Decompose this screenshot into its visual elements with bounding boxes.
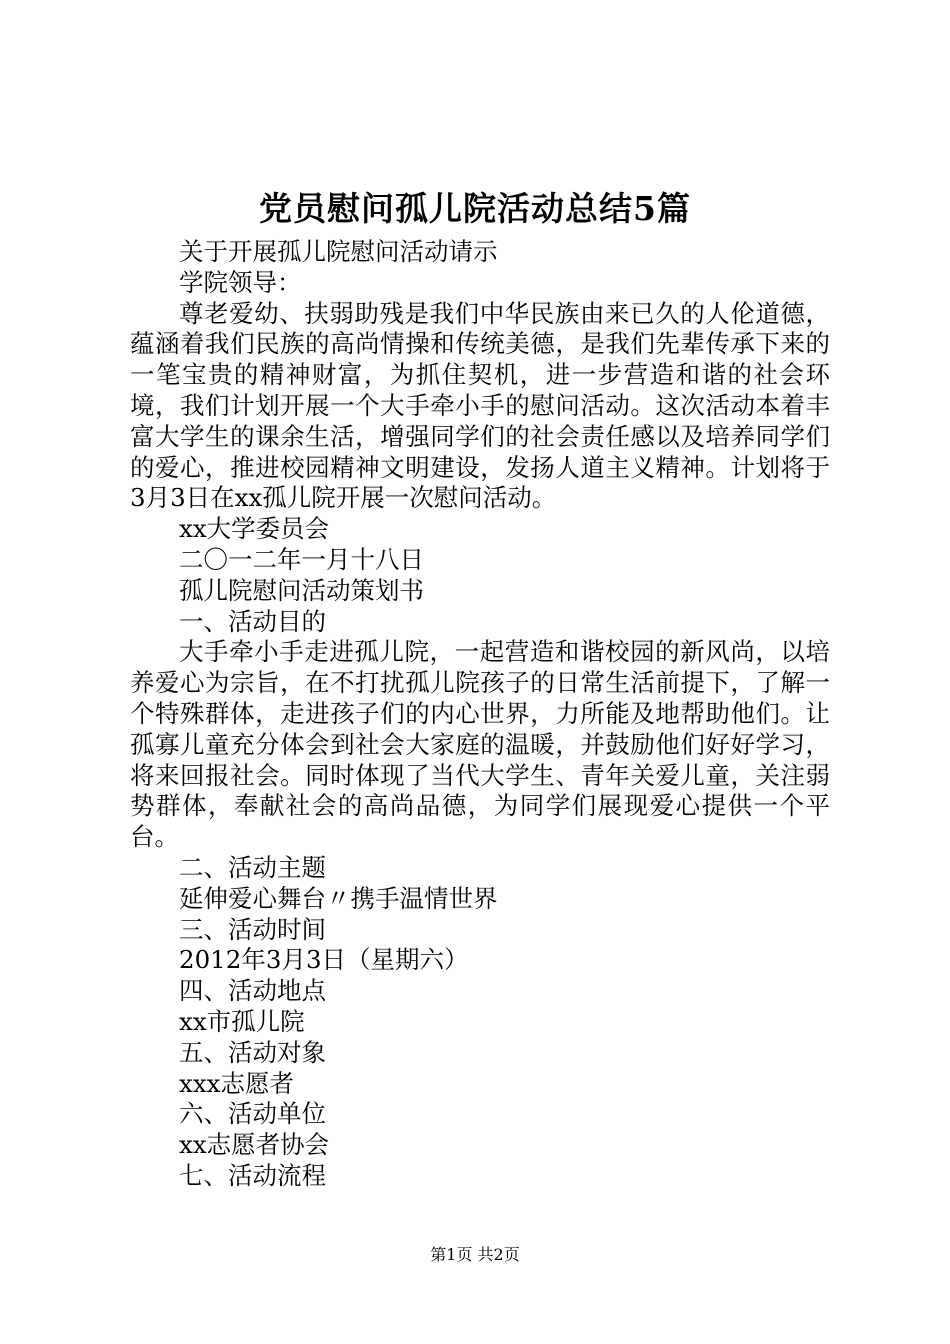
audience-text: xxx志愿者 bbox=[179, 1068, 294, 1098]
document-body bbox=[130, 237, 830, 1192]
section-heading-audience: 五、活动对象 bbox=[179, 1037, 326, 1067]
salutation: 学院领导： bbox=[179, 267, 302, 297]
request-heading: 关于开展孤儿院慰问活动请示 bbox=[179, 237, 498, 266]
organizer-text: xx志愿者协会 bbox=[179, 1130, 330, 1160]
purpose-paragraph: 大手牵小手走进孤儿院，一起营造和谐校园的新风尚，以培养爱心为宗旨，在不打扰孤儿院孩子的日常生活前提下，了解一个特殊群体，走进孩子们的内心世界，力所能及地帮助他们。让孤寡儿童充分体会到社会大家庭的温暖，并鼓励他们好好学习，将来回报社会。同时体现了当代大学生、青年关爱儿童，关注弱势群体，奉献社会的高尚品德，为同学们展现爱心提供一个平台。 bbox=[130, 637, 830, 852]
page-number: 第1页 共2页 bbox=[430, 1245, 520, 1264]
section-heading-organizer: 六、活动单位 bbox=[179, 1099, 326, 1129]
signature-organization: xx大学委员会 bbox=[179, 514, 330, 544]
section-heading-purpose: 一、活动目的 bbox=[179, 606, 326, 636]
section-heading-theme: 二、活动主题 bbox=[179, 852, 326, 882]
request-paragraph: 尊老爱幼、扶弱助残是我们中华民族由来已久的人伦道德，蕴涵着我们民族的高尚情操和传统美德，是我们先辈传承下来的一笔宝贵的精神财富，为抓住契机，进一步营造和谐的社会环境，我们计划开展一个大手牵小手的慰问活动。这次活动本着丰富大学生的课余生活，增强同学们的社会责任感以及培养同学们的爱心，推进校园精神文明建设，发扬人道主义精神。计划将于3月3日在xx孤儿院开展一次慰问活动。 bbox=[130, 298, 830, 513]
section-heading-time: 三、活动时间 bbox=[179, 914, 326, 944]
signature-date: 二〇一二年一月十八日 bbox=[179, 544, 424, 574]
document-title: 党员慰问孤儿院活动总结5篇 bbox=[259, 189, 691, 228]
plan-heading: 孤儿院慰问活动策划书 bbox=[179, 575, 424, 605]
location-text: xx市孤儿院 bbox=[179, 1006, 305, 1036]
theme-text: 延伸爱心舞台〃携手温情世界 bbox=[179, 883, 498, 913]
time-text: 2012年3月3日（星期六） bbox=[179, 945, 469, 975]
section-heading-location: 四、活动地点 bbox=[179, 976, 326, 1006]
section-heading-process: 七、活动流程 bbox=[179, 1160, 326, 1190]
